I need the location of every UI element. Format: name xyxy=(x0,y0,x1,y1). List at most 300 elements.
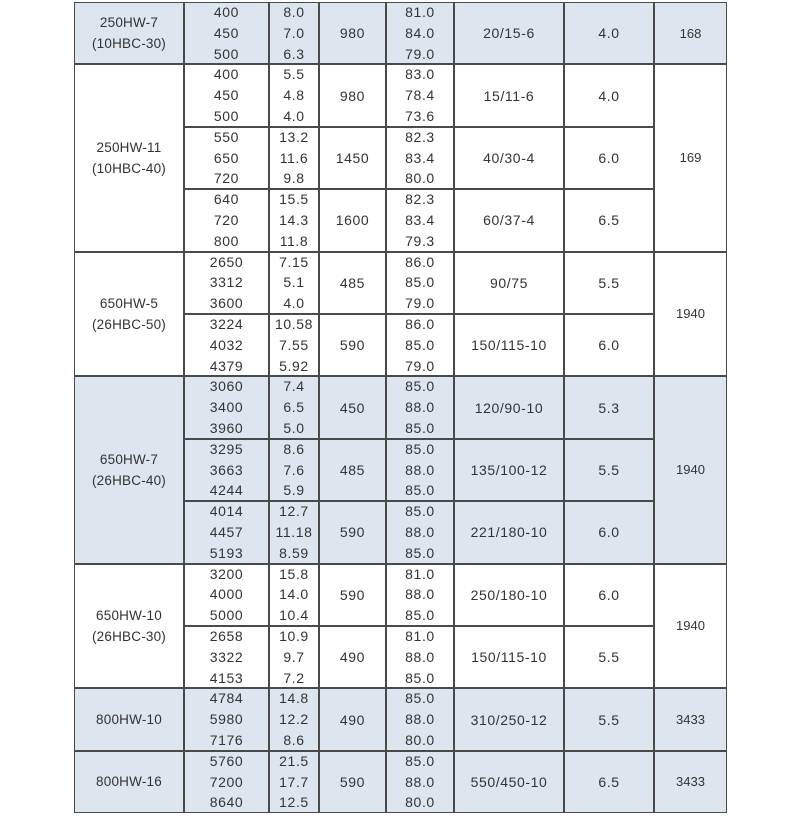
efficiency-value: 85.0 xyxy=(405,378,435,395)
npsh-value: 5.5 xyxy=(598,649,620,666)
head-list xyxy=(279,688,309,750)
efficiency-value: 79.0 xyxy=(405,357,435,374)
efficiency-value: 85.0 xyxy=(405,274,435,291)
head-cell xyxy=(269,314,319,376)
efficiency-list xyxy=(405,189,435,251)
head-value: 7.15 xyxy=(279,253,309,270)
speed-cell xyxy=(319,376,386,438)
head-value: 6.3 xyxy=(283,45,305,62)
head-cell xyxy=(269,189,319,251)
head-value: 9.8 xyxy=(283,170,305,187)
flow-cell xyxy=(184,189,269,251)
efficiency-value: 85.0 xyxy=(405,669,435,686)
flow-value: 3400 xyxy=(209,399,244,416)
speed-cell xyxy=(319,751,386,813)
efficiency-value: 79.3 xyxy=(405,232,435,249)
head-value: 6.5 xyxy=(283,399,305,416)
flow-value: 4014 xyxy=(209,503,244,520)
speed-value: 590 xyxy=(339,337,366,354)
flow-value: 4032 xyxy=(209,336,244,353)
efficiency-value: 86.0 xyxy=(405,316,435,332)
head-list xyxy=(279,189,309,251)
npsh-cell xyxy=(564,252,654,314)
motor-value: 310/250-12 xyxy=(470,711,548,728)
flow-cell xyxy=(184,314,269,376)
efficiency-value: 88.0 xyxy=(405,711,435,728)
model-cell xyxy=(74,564,184,689)
speed-value: 590 xyxy=(339,773,366,790)
weight-cell xyxy=(654,688,727,750)
head-cell xyxy=(269,626,319,688)
head-list xyxy=(279,564,309,626)
flow-cell xyxy=(184,688,269,750)
motor-value: 150/115-10 xyxy=(471,337,547,354)
head-value: 21.5 xyxy=(279,752,309,769)
efficiency-cell xyxy=(386,252,454,314)
efficiency-list xyxy=(405,751,435,813)
flow-list xyxy=(210,564,244,626)
model-name xyxy=(96,771,162,792)
speed-value: 980 xyxy=(339,25,366,42)
motor-value: 120/90-10 xyxy=(474,399,544,416)
flow-list xyxy=(214,64,239,126)
motor-value: 15/11-6 xyxy=(483,87,535,104)
speed-cell xyxy=(319,626,386,688)
head-value: 4.0 xyxy=(283,295,305,312)
head-list xyxy=(275,314,313,376)
head-value: 5.0 xyxy=(283,419,305,436)
flow-cell xyxy=(184,64,269,126)
npsh-value: 5.5 xyxy=(598,711,620,728)
flow-cell xyxy=(184,252,269,314)
flow-cell xyxy=(184,626,269,688)
head-value: 8.6 xyxy=(283,440,305,457)
efficiency-value: 83.4 xyxy=(405,149,435,166)
efficiency-value: 79.0 xyxy=(405,295,435,312)
npsh-value: 6.0 xyxy=(598,337,620,354)
motor-cell xyxy=(454,626,564,688)
head-list xyxy=(276,501,313,563)
efficiency-value: 82.3 xyxy=(405,128,435,145)
weight-value: 1940 xyxy=(676,306,705,322)
head-value: 12.7 xyxy=(279,503,309,520)
npsh-value: 5.5 xyxy=(598,461,620,478)
head-cell xyxy=(269,501,319,563)
head-value: 11.8 xyxy=(279,232,309,249)
model-cell xyxy=(74,376,184,563)
efficiency-cell xyxy=(386,314,454,376)
weight-cell xyxy=(654,751,727,813)
npsh-cell xyxy=(564,626,654,688)
efficiency-value: 88.0 xyxy=(405,648,435,665)
motor-cell xyxy=(454,688,564,750)
flow-value: 5760 xyxy=(209,752,244,769)
head-value: 10.58 xyxy=(274,316,314,332)
efficiency-cell xyxy=(386,2,454,64)
flow-list xyxy=(214,127,239,189)
weight-value: 169 xyxy=(679,150,702,166)
flow-value: 550 xyxy=(213,128,240,145)
flow-value: 640 xyxy=(213,191,240,208)
head-list xyxy=(279,751,309,813)
model-name xyxy=(92,605,166,647)
flow-value: 3224 xyxy=(209,316,244,332)
weight-cell xyxy=(654,64,727,251)
flow-value: 7176 xyxy=(209,731,244,748)
head-value: 8.6 xyxy=(283,731,305,748)
flow-cell xyxy=(184,376,269,438)
head-cell xyxy=(269,439,319,501)
npsh-value: 5.3 xyxy=(598,399,620,416)
flow-cell xyxy=(184,501,269,563)
npsh-value: 4.0 xyxy=(598,25,620,42)
npsh-cell xyxy=(564,314,654,376)
flow-value: 450 xyxy=(213,24,240,41)
flow-value: 4379 xyxy=(209,357,244,374)
efficiency-value: 78.4 xyxy=(405,87,435,104)
npsh-cell xyxy=(564,376,654,438)
speed-value: 1600 xyxy=(335,212,370,229)
model-name xyxy=(92,12,166,54)
npsh-cell xyxy=(564,2,654,64)
model-alias: (26HBC-50) xyxy=(91,316,167,332)
efficiency-value: 88.0 xyxy=(405,773,435,790)
speed-cell xyxy=(319,189,386,251)
model-code: 650HW-5 xyxy=(99,295,159,311)
model-alias: (26HBC-40) xyxy=(91,472,167,488)
efficiency-value: 83.0 xyxy=(405,66,435,83)
flow-list xyxy=(210,751,244,813)
efficiency-value: 85.0 xyxy=(405,482,435,499)
weight-cell xyxy=(654,2,727,64)
efficiency-value: 81.0 xyxy=(405,4,435,20)
motor-cell xyxy=(454,314,564,376)
motor-value: 60/37-4 xyxy=(483,212,535,229)
head-value: 7.6 xyxy=(283,461,305,478)
npsh-cell xyxy=(564,127,654,189)
flow-value: 3663 xyxy=(209,461,244,478)
efficiency-value: 80.0 xyxy=(405,731,435,748)
head-value: 4.8 xyxy=(283,87,305,104)
motor-cell xyxy=(454,501,564,563)
flow-value: 4784 xyxy=(209,690,244,707)
efficiency-list xyxy=(405,314,435,376)
efficiency-value: 85.0 xyxy=(405,336,435,353)
head-value: 7.2 xyxy=(283,669,305,686)
head-cell xyxy=(269,751,319,813)
efficiency-value: 88.0 xyxy=(405,461,435,478)
head-value: 7.4 xyxy=(283,378,305,395)
efficiency-value: 82.3 xyxy=(405,191,435,208)
speed-cell xyxy=(319,501,386,563)
flow-value: 5980 xyxy=(209,711,244,728)
head-value: 9.7 xyxy=(283,648,305,665)
flow-value: 5193 xyxy=(209,544,244,561)
flow-cell xyxy=(184,2,269,64)
flow-value: 4457 xyxy=(209,523,244,540)
flow-list xyxy=(210,314,244,376)
head-value: 7.55 xyxy=(279,336,309,353)
head-cell xyxy=(269,688,319,750)
speed-value: 490 xyxy=(339,711,366,728)
flow-list xyxy=(210,439,244,501)
efficiency-cell xyxy=(386,688,454,750)
flow-cell xyxy=(184,127,269,189)
flow-value: 8640 xyxy=(209,794,244,811)
npsh-value: 6.0 xyxy=(598,586,620,603)
flow-value: 4244 xyxy=(209,482,244,499)
model-code: 250HW-11 xyxy=(96,139,162,155)
efficiency-value: 84.0 xyxy=(405,24,435,41)
model-cell xyxy=(74,751,184,813)
speed-value: 490 xyxy=(339,649,366,666)
speed-cell xyxy=(319,564,386,626)
flow-list xyxy=(210,252,244,314)
model-alias: (10HBC-40) xyxy=(91,160,167,176)
head-value: 15.5 xyxy=(279,191,309,208)
npsh-cell xyxy=(564,564,654,626)
head-cell xyxy=(269,376,319,438)
npsh-cell xyxy=(564,501,654,563)
efficiency-value: 73.6 xyxy=(405,107,435,124)
efficiency-value: 81.0 xyxy=(405,628,435,644)
head-list xyxy=(279,626,309,688)
speed-value: 1450 xyxy=(335,149,370,166)
efficiency-value: 88.0 xyxy=(405,586,435,603)
head-list xyxy=(283,2,304,64)
efficiency-cell xyxy=(386,439,454,501)
model-name xyxy=(92,293,166,335)
flow-cell xyxy=(184,751,269,813)
motor-value: 20/15-6 xyxy=(483,25,535,42)
head-list xyxy=(279,252,309,314)
efficiency-cell xyxy=(386,189,454,251)
flow-list xyxy=(210,688,244,750)
efficiency-value: 79.0 xyxy=(405,45,435,62)
motor-value: 250/180-10 xyxy=(470,586,548,603)
head-value: 14.3 xyxy=(279,211,309,228)
model-name xyxy=(92,137,166,179)
efficiency-value: 86.0 xyxy=(405,253,435,270)
weight-value: 3433 xyxy=(676,774,705,790)
speed-cell xyxy=(319,127,386,189)
efficiency-value: 83.4 xyxy=(405,211,435,228)
flow-value: 3960 xyxy=(209,419,244,436)
head-cell xyxy=(269,564,319,626)
flow-value: 4000 xyxy=(209,586,244,603)
head-cell xyxy=(269,2,319,64)
efficiency-cell xyxy=(386,376,454,438)
head-value: 11.6 xyxy=(279,149,309,166)
motor-value: 150/115-10 xyxy=(471,649,547,666)
efficiency-list xyxy=(405,64,435,126)
npsh-cell xyxy=(564,688,654,750)
efficiency-value: 80.0 xyxy=(405,794,435,811)
head-value: 14.0 xyxy=(279,586,309,603)
speed-value: 590 xyxy=(339,586,366,603)
speed-cell xyxy=(319,688,386,750)
efficiency-list xyxy=(405,688,435,750)
model-name xyxy=(92,449,166,491)
speed-value: 485 xyxy=(339,461,366,478)
efficiency-cell xyxy=(386,751,454,813)
flow-value: 650 xyxy=(213,149,240,166)
motor-cell xyxy=(454,439,564,501)
efficiency-value: 81.0 xyxy=(405,565,435,582)
efficiency-list xyxy=(405,564,435,626)
motor-value: 221/180-10 xyxy=(470,524,548,541)
model-code: 800HW-10 xyxy=(96,712,162,728)
model-code: 250HW-7 xyxy=(99,15,159,31)
npsh-cell xyxy=(564,64,654,126)
efficiency-value: 88.0 xyxy=(405,399,435,416)
speed-cell xyxy=(319,64,386,126)
npsh-value: 4.0 xyxy=(598,87,620,104)
flow-value: 2650 xyxy=(209,253,244,270)
efficiency-value: 85.0 xyxy=(405,503,435,520)
flow-value: 800 xyxy=(213,232,240,249)
flow-value: 720 xyxy=(213,211,240,228)
head-value: 4.0 xyxy=(283,107,305,124)
motor-cell xyxy=(454,376,564,438)
flow-value: 5000 xyxy=(209,607,244,624)
npsh-value: 6.0 xyxy=(598,149,620,166)
weight-cell xyxy=(654,564,727,689)
head-value: 14.8 xyxy=(279,690,309,707)
npsh-value: 6.5 xyxy=(598,212,620,229)
head-value: 8.59 xyxy=(279,544,309,561)
motor-cell xyxy=(454,751,564,813)
efficiency-list xyxy=(405,439,435,501)
flow-value: 3200 xyxy=(209,565,244,582)
motor-value: 90/75 xyxy=(489,274,529,291)
head-value: 7.0 xyxy=(283,24,305,41)
flow-list xyxy=(210,501,244,563)
motor-value: 40/30-4 xyxy=(483,149,535,166)
efficiency-value: 85.0 xyxy=(405,752,435,769)
efficiency-list xyxy=(405,252,435,314)
model-alias: (10HBC-30) xyxy=(91,36,167,52)
speed-value: 590 xyxy=(339,524,366,541)
flow-list xyxy=(214,189,239,251)
head-value: 13.2 xyxy=(279,128,309,145)
flow-value: 3295 xyxy=(209,440,244,457)
model-alias: (26HBC-30) xyxy=(91,628,167,644)
head-value: 12.2 xyxy=(279,711,309,728)
pump-spec-table xyxy=(74,0,727,815)
model-cell xyxy=(74,252,184,377)
head-cell xyxy=(269,252,319,314)
head-value: 15.8 xyxy=(279,565,309,582)
efficiency-cell xyxy=(386,501,454,563)
npsh-value: 6.5 xyxy=(598,773,620,790)
head-value: 8.0 xyxy=(283,4,305,20)
speed-cell xyxy=(319,252,386,314)
speed-value: 450 xyxy=(339,399,366,416)
flow-value: 500 xyxy=(213,45,240,62)
motor-cell xyxy=(454,189,564,251)
flow-cell xyxy=(184,439,269,501)
weight-value: 1940 xyxy=(676,462,705,478)
head-list xyxy=(283,376,304,438)
head-value: 12.5 xyxy=(279,794,309,811)
motor-cell xyxy=(454,64,564,126)
efficiency-list xyxy=(405,501,435,563)
flow-list xyxy=(210,626,244,688)
motor-value: 135/100-12 xyxy=(470,461,548,478)
weight-value: 1940 xyxy=(676,618,705,634)
head-value: 5.92 xyxy=(279,357,309,374)
weight-cell xyxy=(654,252,727,377)
motor-value: 550/450-10 xyxy=(470,773,548,790)
speed-cell xyxy=(319,2,386,64)
flow-list xyxy=(210,376,244,438)
model-code: 800HW-16 xyxy=(96,774,162,790)
flow-cell xyxy=(184,564,269,626)
npsh-cell xyxy=(564,189,654,251)
flow-value: 3312 xyxy=(209,274,244,291)
head-cell xyxy=(269,64,319,126)
flow-value: 450 xyxy=(213,87,240,104)
flow-value: 500 xyxy=(213,107,240,124)
flow-value: 400 xyxy=(213,66,240,83)
flow-list xyxy=(214,2,239,64)
flow-value: 400 xyxy=(213,4,240,20)
npsh-value: 6.0 xyxy=(598,524,620,541)
efficiency-value: 80.0 xyxy=(405,170,435,187)
flow-value: 7200 xyxy=(209,773,244,790)
npsh-cell xyxy=(564,751,654,813)
model-cell xyxy=(74,64,184,251)
efficiency-value: 85.0 xyxy=(405,607,435,624)
head-value: 10.9 xyxy=(279,628,309,644)
npsh-cell xyxy=(564,439,654,501)
efficiency-cell xyxy=(386,626,454,688)
model-code: 650HW-10 xyxy=(96,607,162,623)
speed-value: 485 xyxy=(339,274,366,291)
head-value: 10.4 xyxy=(279,607,309,624)
efficiency-value: 88.0 xyxy=(405,523,435,540)
efficiency-list xyxy=(405,626,435,688)
motor-cell xyxy=(454,252,564,314)
motor-cell xyxy=(454,564,564,626)
head-value: 11.18 xyxy=(275,523,313,540)
efficiency-cell xyxy=(386,64,454,126)
flow-value: 3322 xyxy=(209,648,244,665)
weight-value: 3433 xyxy=(676,712,705,728)
model-cell xyxy=(74,688,184,750)
model-cell xyxy=(74,2,184,64)
npsh-value: 5.5 xyxy=(598,274,620,291)
head-list xyxy=(283,64,304,126)
weight-cell xyxy=(654,376,727,563)
efficiency-cell xyxy=(386,564,454,626)
flow-value: 3060 xyxy=(209,378,244,395)
efficiency-value: 85.0 xyxy=(405,440,435,457)
model-code: 650HW-7 xyxy=(99,451,159,467)
flow-value: 4153 xyxy=(209,669,244,686)
efficiency-list xyxy=(405,2,435,64)
head-value: 5.9 xyxy=(283,482,305,499)
motor-cell xyxy=(454,2,564,64)
head-list xyxy=(279,127,309,189)
efficiency-list xyxy=(405,127,435,189)
head-value: 5.5 xyxy=(283,66,305,83)
speed-cell xyxy=(319,314,386,376)
head-value: 5.1 xyxy=(283,274,305,291)
head-value: 17.7 xyxy=(279,773,309,790)
speed-value: 980 xyxy=(339,87,366,104)
